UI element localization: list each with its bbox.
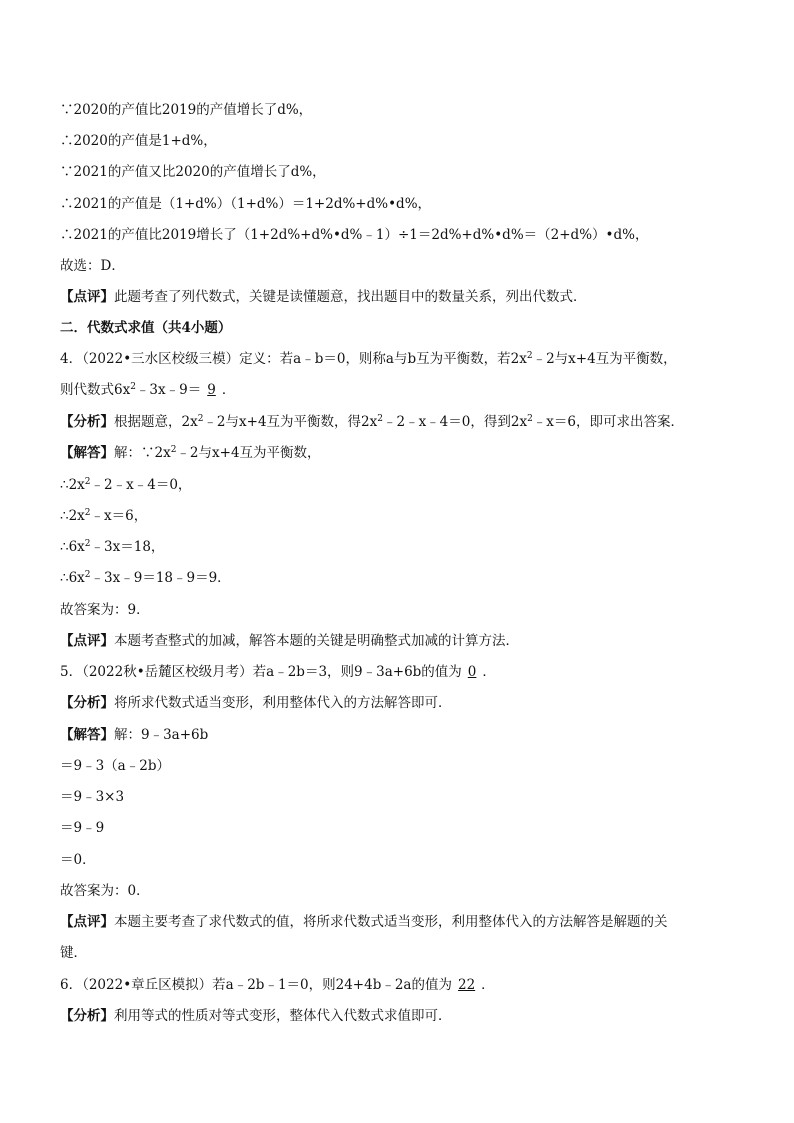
q4-step: $\therefore 6x^2﹣3x=18$，	[60, 539, 165, 555]
q5-stem: 5．（2022秋•岳麓区校级月考）若a﹣2b＝3，则9﹣3a+6b的值为 0 ．	[60, 664, 496, 680]
q5-step: ＝9﹣3（a﹣2b）	[60, 758, 170, 774]
q4-analysis: 【分析】根据题意，$2x^2﹣2$与x+4互为平衡数，得$2x^2﹣2﹣x﹣4=0$，得到$2x^2﹣x=6$，即可求出答案．	[60, 414, 685, 430]
answer-blank: 22	[457, 977, 476, 993]
q4-final: 故答案为：9．	[60, 602, 150, 618]
q4-stem: 4．（2022•三水区校级三模）定义：若a﹣b＝0，则称a与b互为平衡数，若$2x^2﹣2$与x+4互为平衡数，	[60, 351, 677, 367]
q4-review: 【点评】本题考查整式的加减，解答本题的关键是明确整式加减的计算方法．	[60, 633, 519, 649]
text-line: 故选：D．	[60, 258, 125, 274]
q5-step: ＝9﹣9	[60, 820, 105, 836]
q4-step: $\therefore 2x^2﹣2﹣x﹣4=0$，	[60, 477, 192, 493]
q5-final: 故答案为：0．	[60, 883, 150, 899]
review-tag: 【点评】	[60, 289, 114, 305]
q6-stem: 6．（2022•章丘区模拟）若a﹣2b﹣1＝0，则24+4b﹣2a的值为 22 ．	[60, 977, 495, 993]
q4-step: $\therefore 6x^2﹣3x﹣9=18﹣9=9$．	[60, 570, 231, 586]
section-title: 二．代数式求值（共4小题）	[60, 320, 232, 336]
text-line: ∵2020的产值比2019的产值增长了d%，	[60, 102, 313, 118]
answer-blank: 9	[207, 382, 216, 398]
text-line: ∵2021的产值又比2020的产值增长了d%，	[60, 164, 326, 180]
answer-blank: 0	[467, 664, 477, 680]
q4-step: $\therefore 2x^2﹣x=6$，	[60, 508, 148, 524]
q5-step: ＝0．	[60, 852, 96, 868]
review-line	[60, 287, 587, 307]
q6-analysis: 【分析】利用等式的性质对等式变形，整体代入代数式求值即可．	[60, 1008, 452, 1024]
q5-solution: 【解答】解：9﹣3a+6b	[60, 727, 209, 743]
q5-step: ＝9﹣3×3	[60, 789, 125, 805]
text-line: ∴2021的产值是（1+d%）（1+d%）＝1+2d%+d%•d%，	[60, 196, 432, 212]
q5-analysis: 【分析】将所求代数式适当变形，利用整体代入的方法解答即可．	[60, 695, 452, 711]
text-line: ∴2020的产值是1+d%，	[60, 133, 217, 149]
q4-stem-cont: 则代数式$6x^2﹣3x﹣9= 9$ ．	[60, 382, 236, 398]
q4-solution: 【解答】解：$\because 2x^2﹣2$与x+4互为平衡数，	[60, 445, 321, 461]
q5-review: 【点评】本题主要考查了求代数式的值，将所求代数式适当变形，利用整体代入的方法解答是解题的关	[60, 914, 668, 930]
text-line: ∴2021的产值比2019增长了（1+2d%+d%•d%﹣1）÷1＝2d%+d%•d%＝（2+d%）•d%，	[60, 227, 649, 243]
review-text: 此题考查了列代数式，关键是读懂题意，找出题目中的数量关系，列出代数式．	[114, 289, 587, 305]
q5-review-cont: 键．	[60, 945, 87, 961]
